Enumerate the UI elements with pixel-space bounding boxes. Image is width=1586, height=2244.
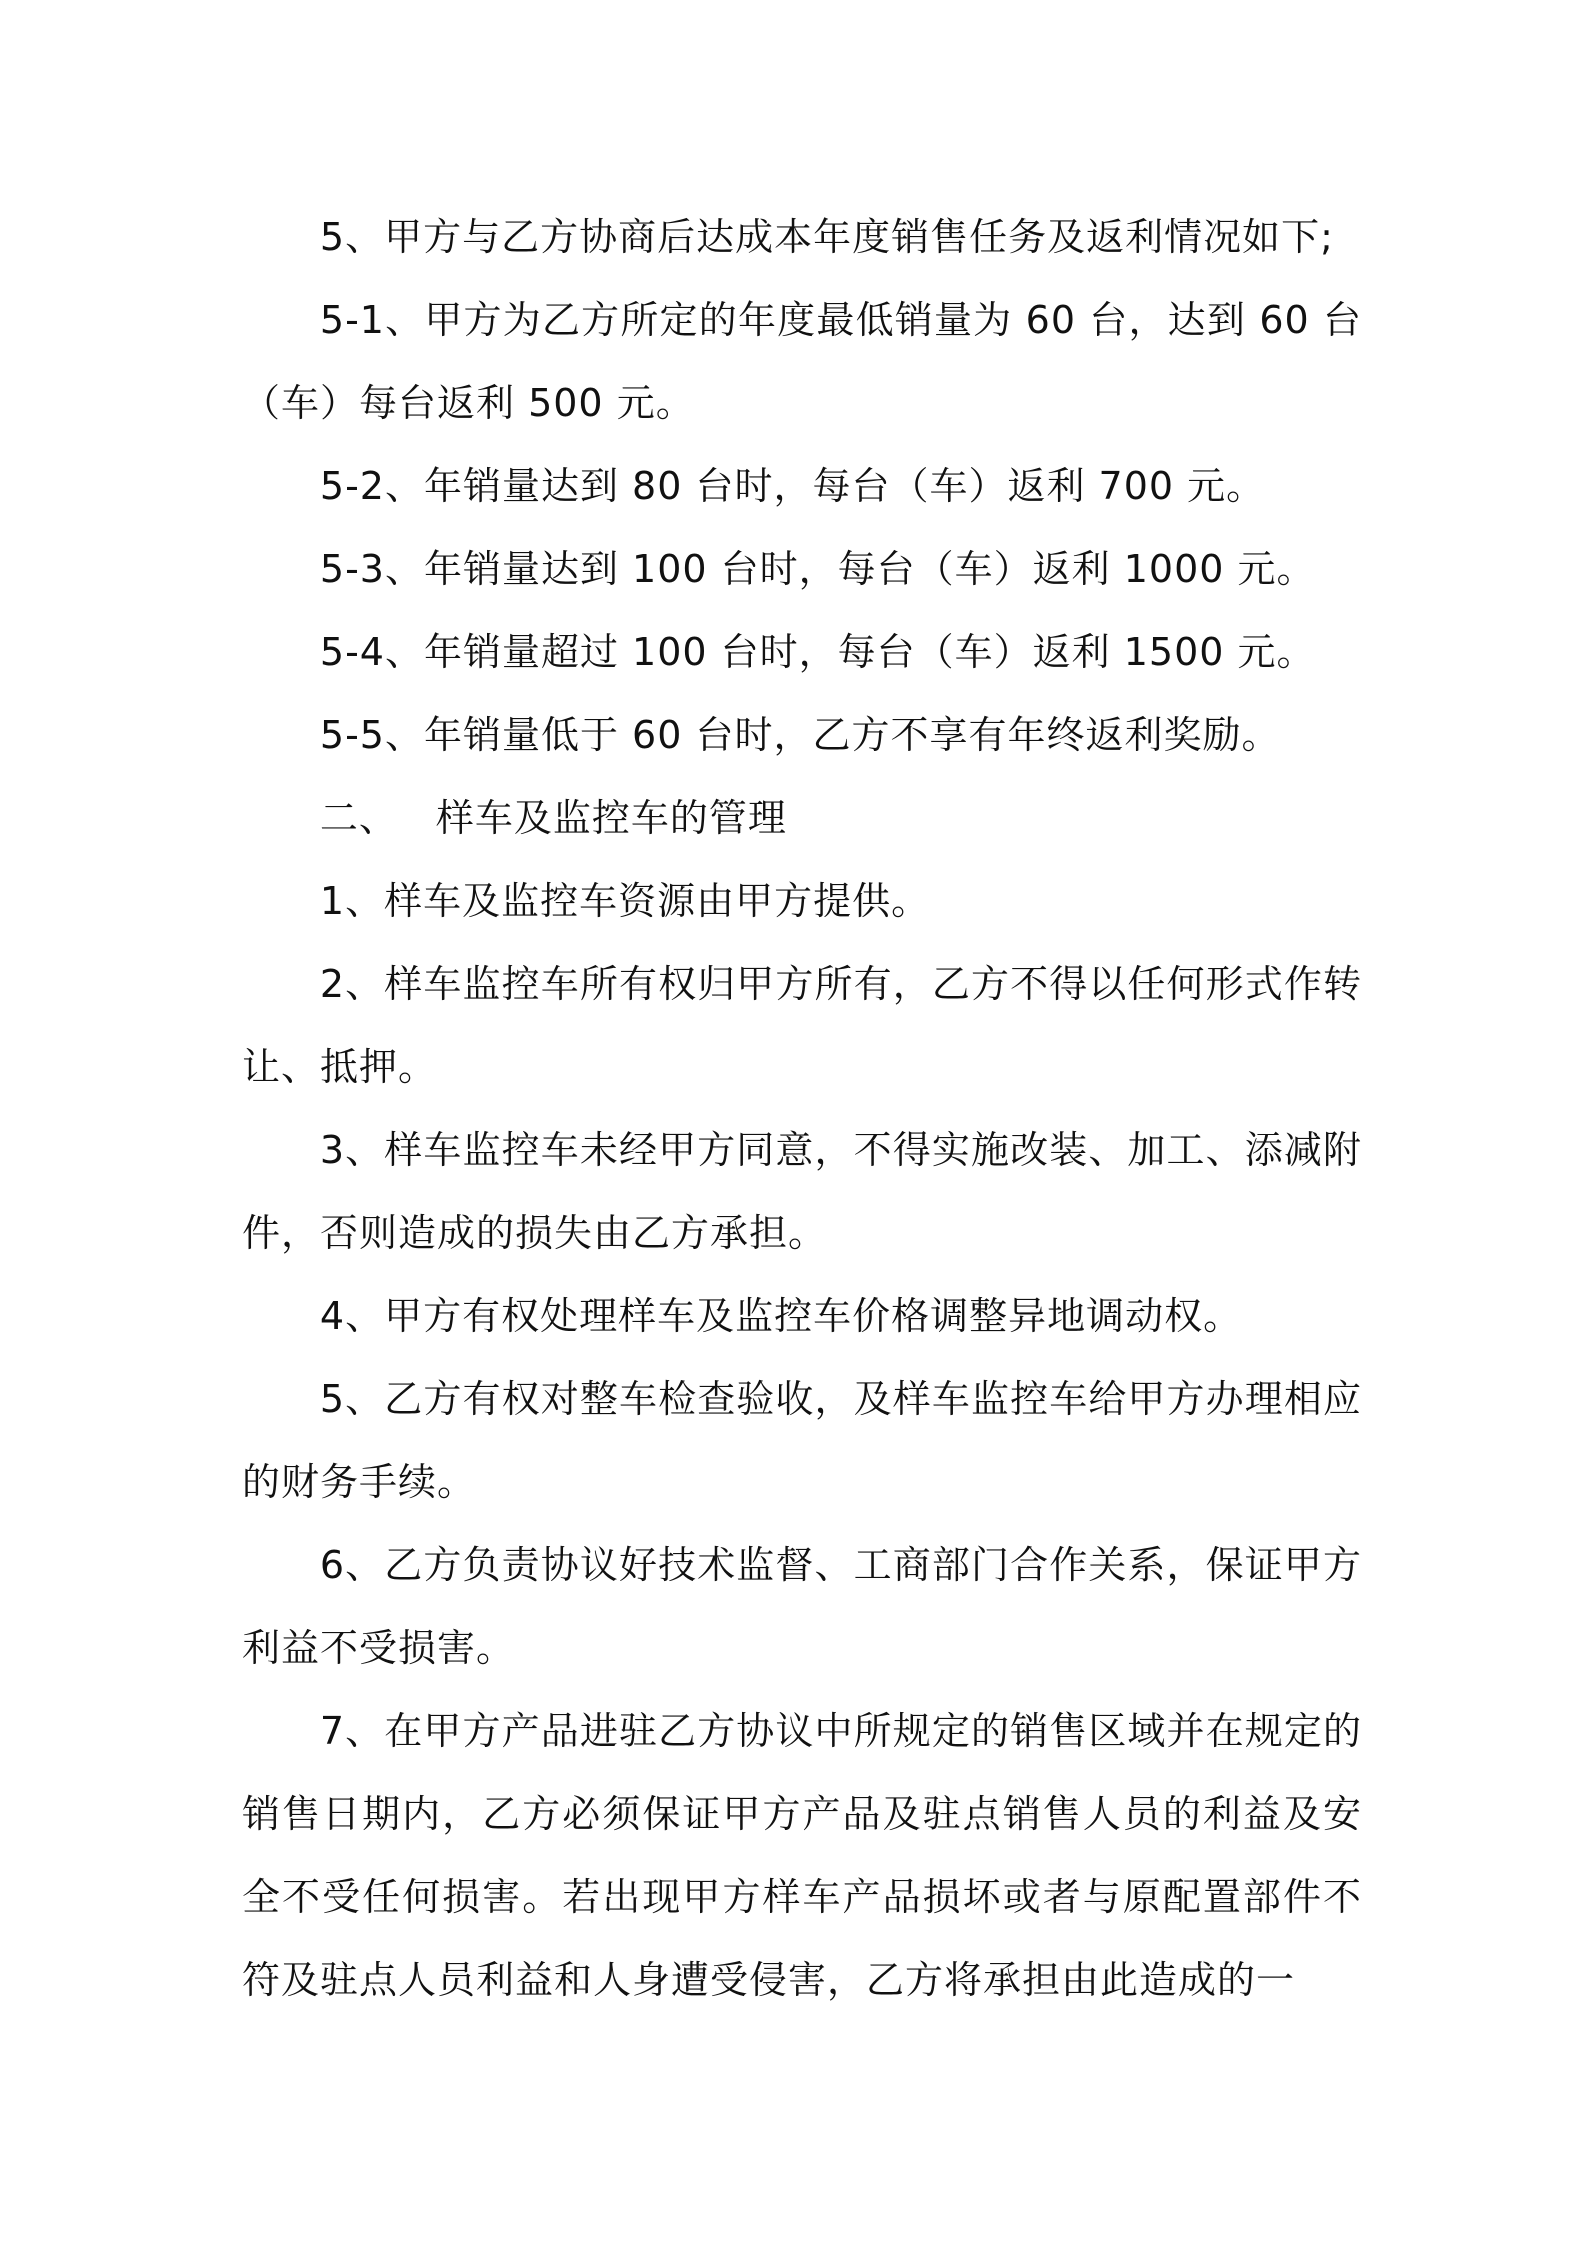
- item-6: 6、乙方负责协议好技术监督、工商部门合作关系，保证甲方利益不受损害。: [242, 1543, 1362, 1670]
- item-1: 1、样车及监控车资源由甲方提供。: [319, 879, 931, 923]
- item-4: 4、甲方有权处理样车及监控车价格调整异地调动权。: [319, 1294, 1243, 1338]
- paragraph-5-5: 5-5、年销量低于 60 台时，乙方不享有年终返利奖励。: [319, 713, 1281, 757]
- item-7: 7、在甲方产品进驻乙方协议中所规定的销售区域并在规定的销售日期内，乙方必须保证甲方产品及驻点销售人员的利益及安全不受任何损害。若出现甲方样车产品损坏或者与原配置部件不符及驻点人员利益和人身遭受侵害，乙方将承担由此造成的一: [242, 1709, 1362, 2002]
- paragraph-5: 5、甲方与乙方协商后达成本年度销售任务及返利情况如下;: [319, 215, 1334, 259]
- paragraph-5-1: 5-1、甲方为乙方所定的年度最低销量为 60 台，达到 60 台（车）每台返利 500 元。: [242, 298, 1362, 425]
- section-number: 二、: [319, 796, 398, 840]
- section-title: 样车及监控车的管理: [435, 796, 787, 840]
- paragraph-5-4: 5-4、年销量超过 100 台时，每台（车）返利 1500 元。: [319, 630, 1316, 674]
- item-3: 3、样车监控车未经甲方同意，不得实施改装、加工、添减附件，否则造成的损失由乙方承担。: [242, 1128, 1362, 1255]
- paragraph-5-3: 5-3、年销量达到 100 台时，每台（车）返利 1000 元。: [319, 547, 1316, 591]
- section-heading: [242, 777, 1362, 860]
- item-5: 5、乙方有权对整车检查验收，及样车监控车给甲方办理相应的财务手续。: [242, 1377, 1362, 1504]
- document-body: [242, 196, 1362, 2022]
- item-2: 2、样车监控车所有权归甲方所有，乙方不得以任何形式作转让、抵押。: [242, 962, 1362, 1089]
- paragraph-5-2: 5-2、年销量达到 80 台时，每台（车）返利 700 元。: [319, 464, 1266, 508]
